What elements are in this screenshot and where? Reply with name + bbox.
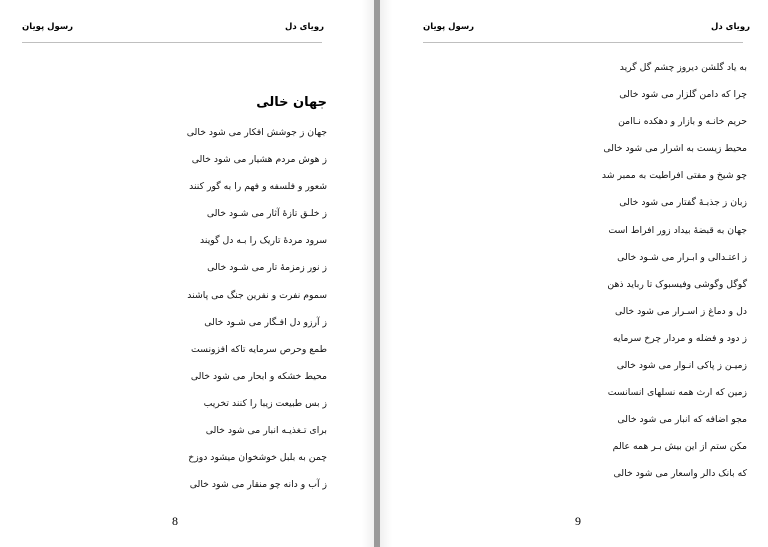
verse-line: چو شیخ و مفتی افراطیت به ممبر شد: [601, 170, 747, 182]
verse-line: مکن ستم از این بیش بـر همه عالم: [612, 441, 747, 453]
verse-line: ز خلـق تازۀ آثار می شـود خالی: [206, 208, 327, 220]
verse-line: جهان ز جوشش افکار می شود خالی: [186, 127, 327, 138]
verse-line: دل و دماغ ز اسـرار می شود خالی: [615, 305, 747, 317]
verse-line: ز هوش مردم هشیار می شود خالی: [191, 154, 327, 166]
verse-line: ز آب و دانه چو منقار می شود خالی: [189, 479, 327, 491]
right-page: [380, 0, 768, 547]
verse-line: جهان به قبضۀ بیداد زور افراط است: [608, 224, 747, 236]
verse-list: [87, 119, 327, 498]
verse-line: ز دود و فضله و مردار چرخ سرمایه: [613, 332, 747, 344]
verse-line: برای تـغذیـه انبار می شود خالی: [205, 425, 327, 437]
verse-line: محیط خشکه و ابحار می شود خالی: [190, 370, 327, 382]
verse-line: گوگل وگوشی وفیسبوک تا رباید ذهن: [607, 278, 747, 290]
verse-line: محیط زیست به اشرار می شود خالی: [603, 143, 747, 155]
header-author: رسول پویان: [22, 22, 74, 32]
page-number: 9: [575, 514, 581, 528]
header-author: رسول پویان: [423, 22, 475, 32]
page-number: 8: [172, 514, 178, 528]
verse-line: سرود مردۀ تاریک را بـه دل گویند: [200, 235, 327, 247]
page-gutter-shadow: [362, 0, 374, 547]
verse-line: چمن به بلبل خوشخوان میشود دوزخ: [188, 452, 327, 464]
header-book-title: رویای دل: [710, 22, 750, 32]
page-gutter-shadow: [380, 0, 392, 547]
verse-line: حریم خانـه و بازار و دهکده نـاامن: [618, 116, 747, 128]
left-page: [0, 0, 374, 547]
verse-line: چرا که دامن گلزار می شود خالی: [619, 89, 747, 101]
verse-line: به یاد گلشن دیروز چشم گل گرید: [619, 62, 747, 73]
header-divider: [423, 42, 743, 43]
verse-line: سموم نفرت و نفرین جنگ می پاشند: [187, 289, 327, 301]
verse-line: ز آرزو دل افـگار می شـود خالی: [204, 316, 327, 328]
header-book-title: رویای دل: [284, 22, 324, 32]
verse-line: ز بس طبیعت زیبا را کنند تخریب: [203, 397, 327, 409]
verse-line: زمین که ارث همه نسلهای انسانست: [607, 387, 747, 399]
verse-list: [487, 54, 747, 488]
verse-line: شعور و فلسفه و فهم را به گور کنند: [189, 181, 327, 193]
verse-line: که بانک دالر واسعار می شود خالی: [613, 468, 747, 480]
verse-line: زمیـن ز پاکی انـوار می شود خالی: [616, 360, 747, 372]
header-divider: [22, 42, 322, 43]
verse-line: طمع وحرص سرمایه تاکه افزونست: [191, 343, 327, 355]
verse-line: ز اعتـدالی و ابـرار می شـود خالی: [617, 251, 747, 263]
poem-title: جهان خالی: [256, 95, 327, 110]
verse-line: مجو اضافه که انبار می شود خالی: [617, 414, 747, 426]
verse-line: ز نور زمزمۀ تار می شـود خالی: [207, 262, 327, 274]
verse-line: زبان ز جذبـۀ گفتار می شود خالی: [619, 197, 747, 209]
